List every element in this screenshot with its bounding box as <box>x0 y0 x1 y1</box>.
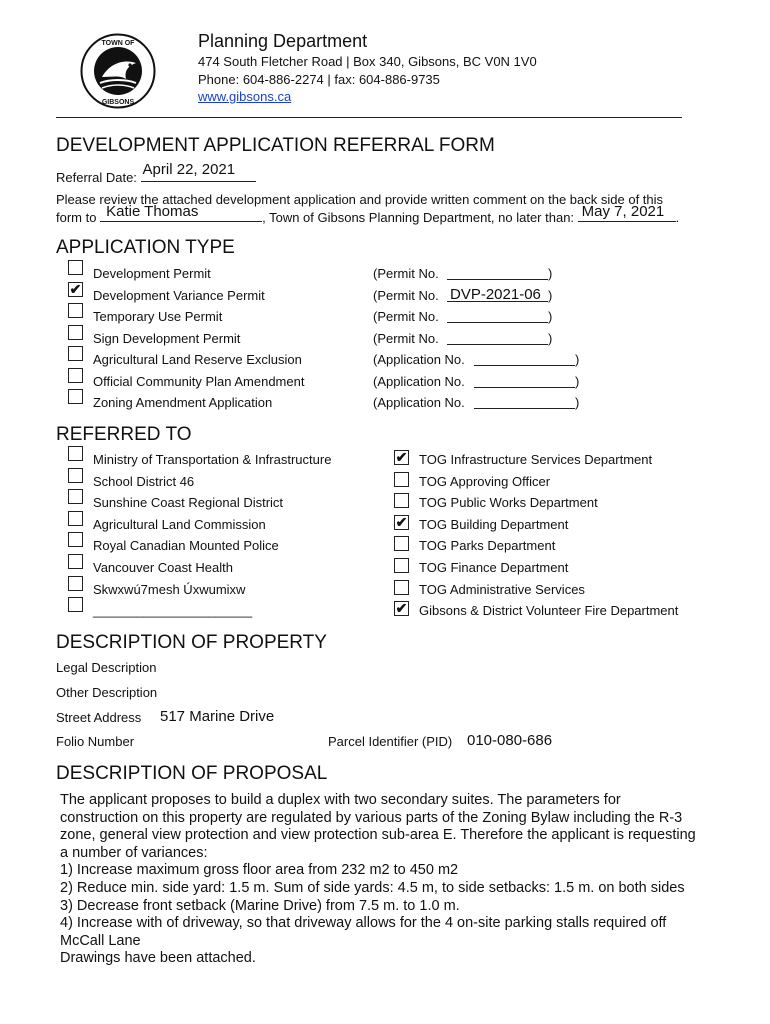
form-title: DEVELOPMENT APPLICATION REFERRAL FORM <box>56 135 495 156</box>
tog-department-checkbox[interactable]: ✔ <box>395 449 408 465</box>
referred-to-heading: REFERRED TO <box>56 424 192 445</box>
reviewer-field[interactable]: Katie Thomas <box>106 203 199 220</box>
tog-department-label: TOG Finance Department <box>419 560 569 575</box>
referral-agency-label: Skwxwú7mesh Úxwumixw <box>93 581 246 597</box>
referral-agency-checkbox[interactable] <box>68 554 83 569</box>
referral-agency-checkbox[interactable] <box>68 468 83 483</box>
tog-department-checkbox[interactable] <box>394 536 409 551</box>
department-name: Planning Department <box>198 31 368 51</box>
due-date-field[interactable]: May 7, 2021 <box>581 203 665 220</box>
permit-number-underline <box>447 322 548 323</box>
tog-department-label: Gibsons & District Volunteer Fire Department <box>419 603 679 619</box>
legal-description-label: Legal Description <box>56 660 157 675</box>
permit-number-label: (Permit No. <box>373 330 439 346</box>
application-type-checkbox[interactable] <box>68 260 83 275</box>
tog-department-label: TOG Infrastructure Services Department <box>419 452 653 467</box>
instructions-form-to: form to <box>56 210 97 225</box>
tog-department-checkbox[interactable]: ✔ <box>395 513 408 530</box>
tog-department-checkbox[interactable] <box>394 472 409 487</box>
referral-date-row <box>56 161 256 185</box>
proposal-line: McCall Lane <box>60 932 141 949</box>
proposal-line: 3) Decrease front setback (Marine Drive) from 7.5 m. to 1.0 m. <box>60 897 460 914</box>
tog-department-checkbox[interactable] <box>394 493 409 508</box>
department-website-link[interactable]: www.gibsons.ca <box>198 89 292 104</box>
permit-number-field[interactable]: DVP-2021-06 <box>450 285 541 303</box>
tog-department-checkbox[interactable]: ✔ <box>395 600 408 617</box>
seal-top-text: TOWN OF <box>101 40 135 47</box>
instructions-line-2 <box>56 203 680 225</box>
tog-department-label: TOG Approving Officer <box>419 473 551 489</box>
proposal-description-field[interactable] <box>60 792 740 968</box>
permit-number-label: (Permit No. <box>373 266 439 281</box>
close-paren: ) <box>548 309 553 324</box>
proposal-line: 2) Reduce min. side yard: 1.5 m. Sum of side yards: 4.5 m, to side setbacks: 1.5 m. on both sides <box>60 879 685 896</box>
tog-department-label: TOG Building Department <box>419 516 569 532</box>
pid-label: Parcel Identifier (PID) <box>328 734 453 749</box>
referral-agency-checkbox[interactable] <box>68 446 83 461</box>
folio-number-label: Folio Number <box>56 734 135 749</box>
application-type-checkbox[interactable]: ✔ <box>69 280 82 297</box>
close-paren: ) <box>548 330 553 346</box>
permit-number-underline <box>474 365 575 366</box>
application-type-heading: APPLICATION TYPE <box>56 237 235 258</box>
permit-number-label: (Permit No. <box>373 309 439 324</box>
referral-agency-label: Agricultural Land Commission <box>93 516 266 532</box>
tog-department-label: TOG Public Works Department <box>419 495 598 511</box>
proposal-line: 4) Increase with of driveway, so that driveway allows for the 4 on-site parking stalls required off <box>60 915 667 932</box>
permit-number-underline <box>474 387 575 388</box>
proposal-line: construction on this property are regulated by various parts of the Zoning Bylaw including the R-3 <box>60 809 683 826</box>
referral-agency-checkbox[interactable] <box>68 532 83 547</box>
proposal-line: The applicant proposes to build a duplex with two secondary suites. The parameters for <box>60 792 621 808</box>
referral-agency-label: ______________________ <box>93 603 253 619</box>
referral-agency-checkbox[interactable] <box>68 511 83 526</box>
seal-bottom-text: GIBSONS <box>101 99 135 106</box>
permit-number-label: (Application No. <box>373 373 465 389</box>
instructions-line-1: Please review the attached development application and provide written comment on the back side of this <box>56 192 664 207</box>
permit-number-underline <box>474 408 575 409</box>
town-seal-logo <box>80 33 156 109</box>
application-type-checkbox[interactable] <box>68 368 83 383</box>
instructions-end: . <box>675 210 680 225</box>
close-paren: ) <box>575 352 580 367</box>
referral-agency-label: Vancouver Coast Health <box>93 560 233 575</box>
application-type-label: Zoning Amendment Application <box>93 395 273 410</box>
tog-department-checkbox[interactable] <box>394 558 409 573</box>
permit-number-underline <box>447 344 548 345</box>
referral-date-label: Referral Date: <box>56 170 137 185</box>
application-type-label: Sign Development Permit <box>93 330 241 346</box>
application-type-label: Official Community Plan Amendment <box>93 373 305 389</box>
proposal-line: zone, general view protection and view protection sub-area E. Therefore the applicant is requesting <box>60 827 696 844</box>
application-type-label: Agricultural Land Reserve Exclusion <box>93 352 302 367</box>
instructions-middle: , Town of Gibsons Planning Department, no later than: <box>262 210 575 225</box>
application-type-label: Temporary Use Permit <box>93 309 223 324</box>
application-type-label: Development Permit <box>93 266 211 281</box>
department-phone-fax: Phone: 604-886-2274 | fax: 604-886-9735 <box>198 72 440 87</box>
tog-department-label: TOG Parks Department <box>419 538 556 554</box>
proposal-line: a number of variances: <box>60 844 208 861</box>
street-address-label: Street Address <box>56 710 142 725</box>
application-type-checkbox[interactable] <box>68 389 83 404</box>
application-type-checkbox[interactable] <box>68 325 83 340</box>
tog-department-checkbox[interactable] <box>394 580 409 595</box>
proposal-line: Drawings have been attached. <box>60 950 256 967</box>
application-type-checkbox[interactable] <box>68 303 83 318</box>
proposal-heading: DESCRIPTION OF PROPOSAL <box>56 763 328 784</box>
application-type-checkbox[interactable] <box>68 346 83 361</box>
pid-field[interactable]: 010-080-686 <box>467 732 553 749</box>
close-paren: ) <box>548 287 553 303</box>
property-heading: DESCRIPTION OF PROPERTY <box>56 632 327 653</box>
referral-agency-label: School District 46 <box>93 473 195 489</box>
referral-agency-label: Royal Canadian Mounted Police <box>93 538 279 554</box>
referral-agency-label: Sunshine Coast Regional District <box>93 495 284 511</box>
tog-department-label: TOG Administrative Services <box>419 581 585 597</box>
close-paren: ) <box>548 266 553 281</box>
permit-number-label: (Application No. <box>373 352 465 367</box>
referral-agency-label: Ministry of Transportation & Infrastructure <box>93 452 332 467</box>
proposal-line: 1) Increase maximum gross floor area from 232 m2 to 450 m2 <box>60 862 459 879</box>
department-address: 474 South Fletcher Road | Box 340, Gibsons, BC V0N 1V0 <box>198 54 537 69</box>
application-type-label: Development Variance Permit <box>93 287 265 303</box>
header-divider <box>56 117 682 118</box>
other-description-label: Other Description <box>56 685 158 700</box>
referral-agency-checkbox[interactable] <box>68 597 83 612</box>
referral-agency-checkbox[interactable] <box>68 576 83 591</box>
referral-date-field[interactable]: April 22, 2021 <box>142 161 236 178</box>
close-paren: ) <box>575 395 580 410</box>
street-address-field[interactable]: 517 Marine Drive <box>160 708 275 725</box>
referral-agency-checkbox[interactable] <box>68 489 83 504</box>
permit-number-label: (Permit No. <box>373 287 439 303</box>
close-paren: ) <box>575 373 580 389</box>
permit-number-underline <box>447 279 548 280</box>
permit-number-label: (Application No. <box>373 395 465 410</box>
